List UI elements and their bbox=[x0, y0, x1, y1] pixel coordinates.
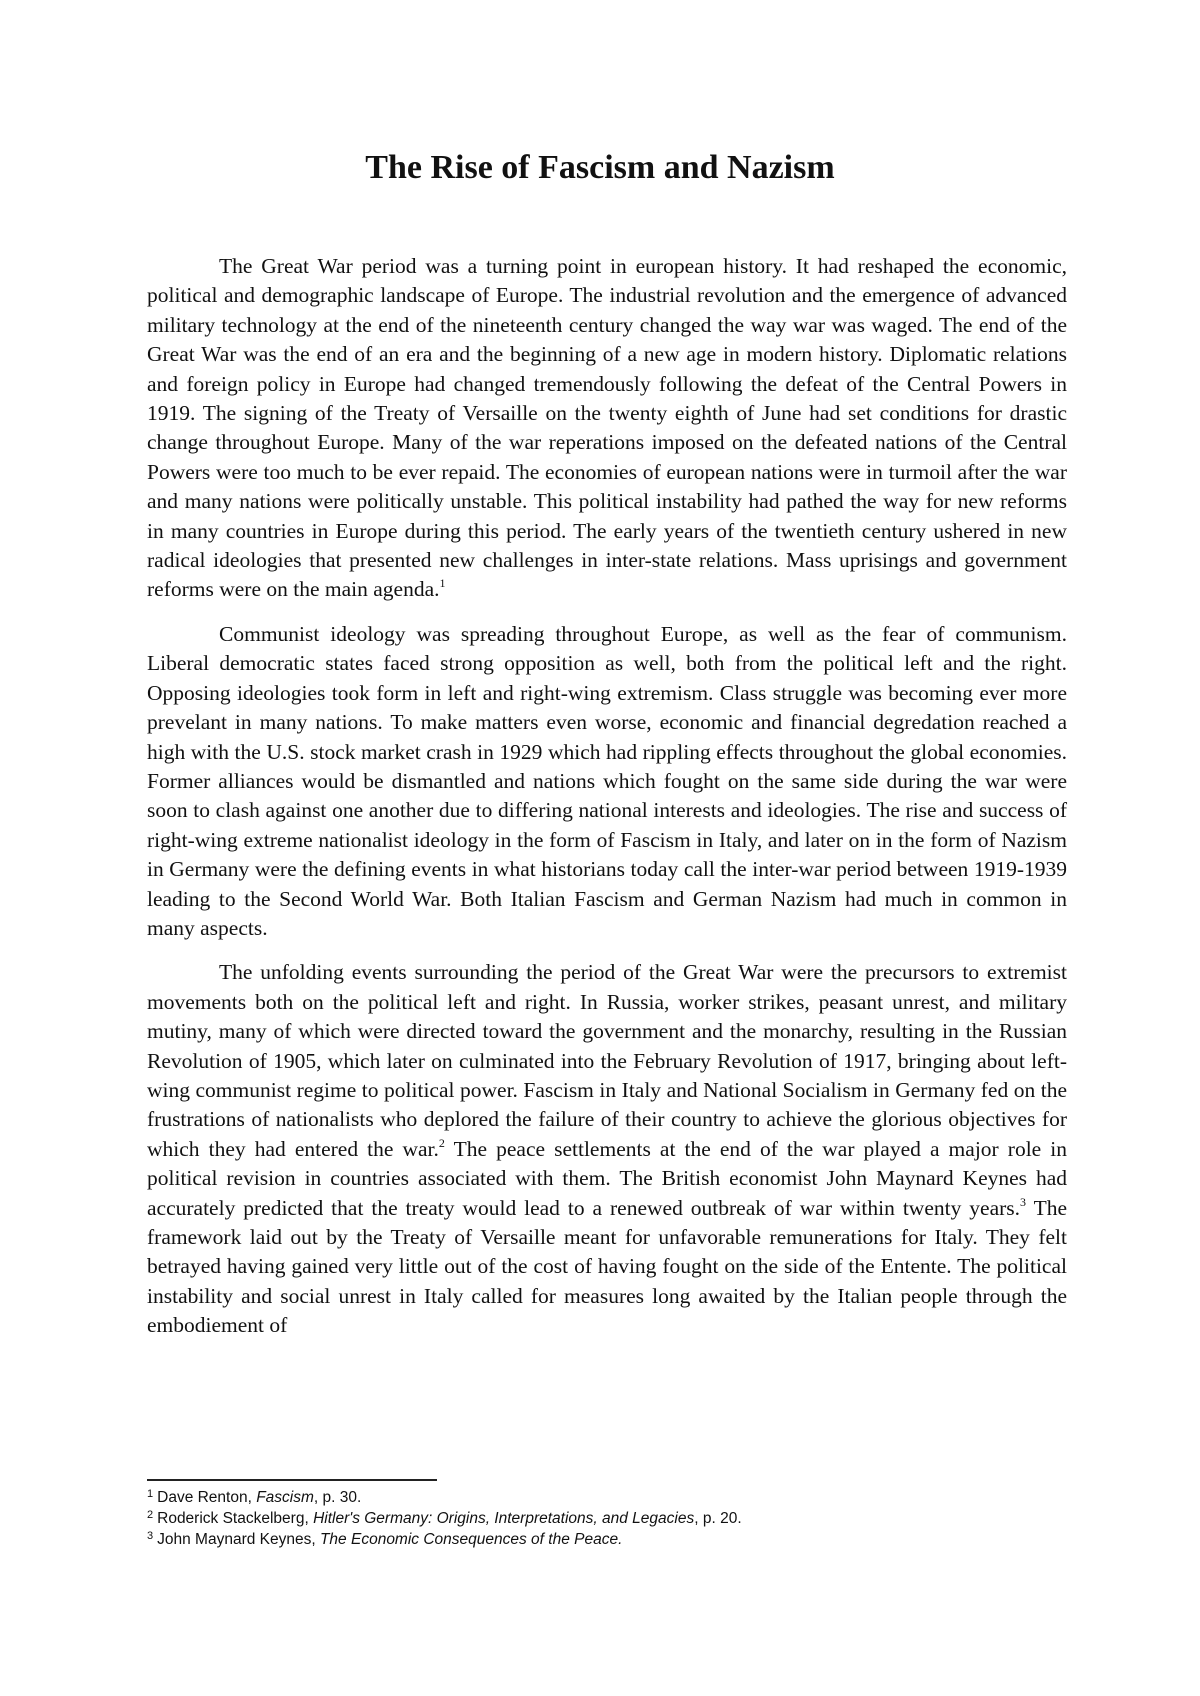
footnotes bbox=[147, 1487, 1067, 1550]
footnote-ref-1: 1 bbox=[439, 576, 446, 591]
paragraph-3-text-c: The framework laid out by the Treaty of Versaille meant for unfavorable remunerations for Italy. They felt betrayed having gained very little out of the cost of having fought on the side of the Entente. The political instability and social unrest in Italy called for measures long awaited by the Italian people through the embodiement of bbox=[147, 1195, 1067, 1338]
footnote-1 bbox=[147, 1487, 1067, 1508]
paragraph-1-text: The Great War period was a turning point in european history. It had reshaped the economic, political and demographic landscape of Europe. The industrial revolution and the emergence of advanced military technology at the end of the nineteenth century changed the way war was waged. The end of the Great War was the end of an era and the beginning of a new age in modern history. Diplomatic relations and foreign policy in Europe had changed tremendously following the defeat of the Central Powers in 1919. The signing of the Treaty of Versaille on the twenty eighth of June had set conditions for drastic change throughout Europe. Many of the war reperations imposed on the defeated nations of the Central Powers were too much to be ever repaid. The economies of european nations were in turmoil after the war and many nations were politically unstable. This political instability had pathed the way for new reforms in many countries in Europe during this period. The early years of the twentieth century ushered in new radical ideologies that presented new challenges in inter-state relations. Mass uprisings and government reforms were on the main agenda. bbox=[147, 254, 1067, 602]
paragraph-1 bbox=[147, 252, 1067, 605]
paragraph-2 bbox=[147, 620, 1067, 943]
footnote-separator bbox=[147, 1479, 437, 1481]
footnote-ref-3: 3 bbox=[1020, 1194, 1027, 1209]
footnote-source: Hitler's Germany: Origins, Interpretations, and Legacies bbox=[313, 1510, 695, 1527]
footnote-2 bbox=[147, 1508, 1067, 1529]
document-title: The Rise of Fascism and Nazism bbox=[365, 149, 835, 186]
footnote-source: The Economic Consequences of the Peace. bbox=[319, 1531, 623, 1548]
footnote-author: Dave Renton, bbox=[157, 1489, 257, 1506]
footnote-mark: 3 bbox=[147, 1530, 154, 1542]
footnote-source: Fascism bbox=[256, 1489, 314, 1506]
paragraph-3-text-a: The unfolding events surrounding the period of the Great War were the precursors to extremist movements both on the political left and right. In Russia, worker strikes, peasant unrest, and military mutiny, many of which were directed toward the government and the monarchy, resulting in the Russian Revolution of 1905, which later on culminated into the February Revolution of 1917, bringing about left-wing communist regime to political power. Fascism in Italy and National Socialism in Germany fed on the frustrations of nationalists who deplored the failure of their country to achieve the glorious objectives for which they had entered the war. bbox=[147, 960, 1067, 1161]
footnote-author: Roderick Stackelberg, bbox=[157, 1510, 314, 1527]
footnote-mark: 2 bbox=[147, 1509, 154, 1521]
footnote-mark: 1 bbox=[147, 1488, 154, 1500]
footnote-page: , p. 30. bbox=[313, 1489, 362, 1506]
footnote-page: , p. 20. bbox=[694, 1510, 742, 1527]
footnote-3 bbox=[147, 1529, 1067, 1550]
footnote-ref-2: 2 bbox=[438, 1135, 445, 1150]
paragraph-3 bbox=[147, 958, 1067, 1340]
document-body bbox=[147, 252, 1067, 1356]
footnote-author: John Maynard Keynes, bbox=[157, 1531, 320, 1548]
paragraph-2-text: Communist ideology was spreading throughout Europe, as well as the fear of communism. Liberal democratic states faced strong opposition as well, both from the political left and the right. Opposing ideologies took form in left and right-wing extremism. Class struggle was becoming ever more prevelant in many nations. To make matters even worse, economic and financial degredation reached a high with the U.S. stock market crash in 1929 which had rippling effects throughout the global economies. Former alliances would be dismantled and nations which fought on the same side during the war were soon to clash against one another due to differing national interests and ideologies. The rise and success of right-wing extreme nationalist ideology in the form of Fascism in Italy, and later on in the form of Nazism in Germany were the defining events in what historians today call the inter-war period between 1919-1939 leading to the Second World War. Both Italian Fascism and German Nazism had much in common in many aspects. bbox=[147, 621, 1067, 940]
paragraph-3-text-b: The peace settlements at the end of the war played a major role in political revision in countries associated with them. The British economist John Maynard Keynes had accurately predicted that the treaty would lead to a renewed outbreak of war within twenty years. bbox=[147, 1136, 1068, 1220]
